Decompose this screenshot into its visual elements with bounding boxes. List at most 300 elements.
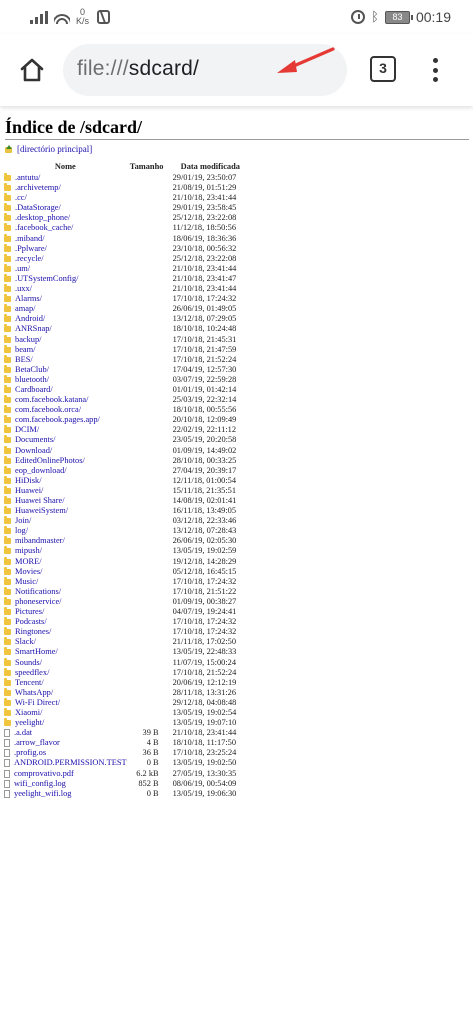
entry-name: Join/ — [15, 516, 32, 526]
entry-size — [127, 526, 167, 536]
url-text[interactable] — [77, 57, 199, 81]
entry-name: HiDisk/ — [15, 475, 42, 485]
folder-icon — [4, 195, 11, 201]
folder-link[interactable] — [4, 425, 127, 435]
folder-link[interactable] — [4, 496, 127, 506]
folder-icon — [4, 205, 11, 211]
folder-link[interactable] — [4, 415, 127, 425]
folder-icon — [4, 357, 11, 363]
folder-link[interactable] — [4, 597, 127, 607]
entry-size — [127, 324, 167, 334]
folder-icon — [4, 175, 11, 181]
entry-size — [127, 546, 167, 556]
entry-name: yeelight_wifi.log — [14, 788, 72, 798]
entry-modified: 03/12/18, 22:33:46 — [172, 516, 237, 526]
entry-modified: 21/10/18, 23:41:44 — [172, 728, 237, 738]
table-row — [4, 627, 254, 637]
entry-name: com.facebook.pages.app/ — [15, 415, 100, 425]
signal-icon — [30, 10, 48, 24]
bluetooth-icon: ᛒ — [371, 9, 379, 25]
entry-modified: 08/06/19, 00:54:09 — [172, 778, 237, 788]
table-row — [4, 345, 254, 355]
entry-modified: 29/01/19, 23:50:07 — [172, 173, 237, 182]
folder-link[interactable] — [4, 688, 127, 698]
entry-size — [127, 597, 167, 607]
table-row — [4, 496, 254, 506]
folder-icon — [4, 468, 11, 474]
table-row — [4, 294, 254, 304]
entry-name: .Pplware/ — [15, 243, 47, 253]
entry-name: comprovativo.pdf — [14, 768, 74, 778]
address-bar[interactable] — [63, 44, 347, 96]
folder-icon — [4, 256, 11, 262]
entry-modified: 05/12/18, 16:45:15 — [172, 566, 237, 576]
entry-name: .cc/ — [15, 193, 27, 203]
folder-link[interactable] — [4, 324, 127, 334]
table-row — [4, 223, 254, 233]
folder-icon — [4, 215, 11, 221]
table-row — [4, 758, 254, 768]
entry-modified: 18/10/18, 11:17:50 — [172, 738, 237, 748]
entry-size — [127, 375, 167, 385]
entry-size: 0 B — [146, 758, 159, 768]
folder-icon — [4, 518, 11, 524]
entry-name: .facebook_cache/ — [15, 223, 74, 233]
entry-size — [127, 698, 167, 708]
folder-link[interactable] — [4, 617, 127, 627]
entry-modified: 29/01/19, 23:58:45 — [172, 203, 237, 213]
tabs-button[interactable] — [370, 56, 396, 82]
entry-name: .recycle/ — [15, 253, 44, 263]
file-link[interactable] — [4, 769, 127, 779]
table-row — [4, 546, 254, 556]
table-row — [4, 244, 254, 254]
entry-size — [127, 456, 167, 466]
table-row — [4, 173, 254, 183]
folder-icon — [4, 528, 11, 534]
entry-size — [127, 244, 167, 254]
file-listing-body — [4, 173, 254, 799]
entry-name: .a.dat — [14, 728, 33, 738]
table-row — [4, 415, 254, 425]
entry-name: com.facebook.katana/ — [15, 395, 89, 405]
entry-size — [127, 405, 167, 415]
folder-link[interactable] — [4, 546, 127, 556]
file-icon — [4, 790, 10, 798]
entry-size — [127, 385, 167, 395]
entry-name: .uxx/ — [15, 284, 32, 294]
folder-icon — [4, 448, 11, 454]
entry-size — [127, 587, 167, 597]
folder-link[interactable] — [4, 355, 127, 365]
entry-size — [127, 466, 167, 476]
entry-modified: 22/02/19, 22:11:12 — [172, 425, 237, 435]
folder-link[interactable] — [4, 627, 127, 637]
table-row — [4, 254, 254, 264]
table-row — [4, 466, 254, 476]
table-row — [4, 425, 254, 435]
table-row — [4, 738, 254, 748]
folder-link[interactable] — [4, 264, 127, 274]
folder-link[interactable] — [4, 284, 127, 294]
entry-name: bluetooth/ — [15, 374, 49, 384]
folder-link[interactable] — [4, 647, 127, 657]
table-row — [4, 708, 254, 718]
folder-icon — [4, 407, 11, 413]
entry-size — [127, 415, 167, 425]
table-row — [4, 658, 254, 668]
entry-modified: 13/12/18, 07:28:43 — [172, 526, 237, 536]
file-icon — [4, 729, 10, 737]
folder-link[interactable] — [4, 223, 127, 233]
entry-name: BES/ — [15, 354, 33, 364]
folder-icon — [4, 326, 11, 332]
folder-link[interactable] — [4, 456, 127, 466]
folder-link[interactable] — [4, 577, 127, 587]
entry-modified: 28/11/18, 13:31:26 — [172, 687, 237, 697]
folder-link[interactable] — [4, 678, 127, 688]
entry-name: Huawei/ — [15, 485, 44, 495]
entry-size — [127, 264, 167, 274]
entry-modified: 01/09/19, 00:38:27 — [172, 596, 237, 606]
entry-name: beam/ — [15, 344, 36, 354]
entry-name: speedflex/ — [15, 667, 50, 677]
entry-size — [127, 425, 167, 435]
home-icon — [19, 57, 45, 83]
entry-size — [127, 446, 167, 456]
entry-size — [127, 183, 167, 193]
file-icon — [4, 780, 10, 788]
entry-name: EditedOnlinePhotos/ — [15, 455, 85, 465]
folder-icon — [4, 185, 11, 191]
table-row — [4, 365, 254, 375]
browser-toolbar — [0, 34, 473, 106]
table-row — [4, 304, 254, 314]
entry-name: DCIM/ — [15, 425, 40, 435]
network-speed — [76, 8, 89, 26]
folder-link[interactable] — [4, 335, 127, 345]
table-row — [4, 193, 254, 203]
entry-size: 852 B — [138, 778, 159, 788]
home-button[interactable] — [14, 52, 50, 88]
entry-size — [127, 486, 167, 496]
entry-name: log/ — [15, 526, 29, 536]
entry-name: .profig.os — [14, 748, 47, 758]
entry-size — [127, 223, 167, 233]
title-divider — [5, 139, 469, 140]
table-row — [4, 637, 254, 647]
entry-modified: 26/06/19, 01:49:05 — [172, 304, 237, 314]
entry-size — [127, 627, 167, 637]
file-link[interactable] — [4, 779, 127, 789]
folder-link[interactable] — [4, 476, 127, 486]
entry-size — [127, 284, 167, 294]
wifi-icon — [54, 11, 70, 24]
entry-size — [127, 536, 167, 546]
entry-size: 6.2 kB — [136, 768, 159, 778]
folder-link[interactable] — [4, 213, 127, 223]
folder-icon — [4, 367, 11, 373]
folder-icon — [4, 377, 11, 383]
table-row — [4, 314, 254, 324]
entry-name: amap/ — [15, 304, 36, 314]
folder-link[interactable] — [4, 567, 127, 577]
folder-link[interactable] — [4, 314, 127, 324]
entry-size — [127, 647, 167, 657]
folder-link[interactable] — [4, 274, 127, 284]
folder-icon — [4, 458, 11, 464]
entry-size — [127, 335, 167, 345]
battery-icon: 83 — [385, 11, 410, 24]
table-row — [4, 769, 254, 779]
entry-modified: 18/10/18, 00:55:56 — [172, 405, 237, 415]
folder-link[interactable] — [4, 557, 127, 567]
folder-link[interactable] — [4, 718, 127, 728]
folder-icon — [4, 246, 11, 252]
header-modified[interactable]: Data modificada — [180, 162, 240, 172]
folder-link[interactable] — [4, 234, 127, 244]
file-link[interactable] — [4, 758, 127, 768]
table-row — [4, 728, 254, 738]
entry-name: .DataStorage/ — [15, 203, 61, 213]
file-link[interactable] — [4, 789, 127, 799]
table-row — [4, 587, 254, 597]
table-row — [4, 213, 254, 223]
folder-link[interactable] — [4, 365, 127, 375]
table-row — [4, 748, 254, 758]
file-link[interactable] — [4, 728, 127, 738]
entry-name: Wi-Fi Direct/ — [15, 697, 61, 707]
entry-name: Alarms/ — [15, 294, 42, 304]
file-listing-table — [4, 162, 254, 799]
entry-modified: 14/08/19, 02:01:41 — [172, 496, 237, 505]
entry-modified: 04/07/19, 19:24:41 — [172, 607, 237, 617]
folder-icon — [4, 225, 11, 231]
folder-icon — [4, 579, 11, 585]
folder-link[interactable] — [4, 446, 127, 456]
entry-modified: 21/10/18, 23:41:47 — [172, 273, 237, 283]
folder-link[interactable] — [4, 173, 127, 183]
folder-link[interactable] — [4, 385, 127, 395]
entry-name: Download/ — [15, 445, 53, 455]
file-icon — [4, 739, 10, 747]
entry-name: phoneservice/ — [15, 596, 62, 606]
table-row — [4, 688, 254, 698]
entry-name: WhatsApp/ — [15, 687, 54, 697]
folder-icon — [4, 700, 11, 706]
folder-link[interactable] — [4, 466, 127, 476]
url-path: sdcard/ — [128, 57, 200, 80]
entry-size — [127, 355, 167, 365]
alarm-icon — [351, 10, 365, 24]
entry-name: .archivetemp/ — [15, 183, 61, 193]
status-left — [30, 8, 110, 26]
folder-link[interactable] — [4, 516, 127, 526]
folder-link[interactable] — [4, 587, 127, 597]
folder-icon — [4, 599, 11, 605]
entry-name: Huawei Share/ — [15, 496, 65, 505]
table-row — [4, 789, 254, 799]
entry-modified: 18/10/18, 10:24:48 — [172, 324, 237, 334]
folder-link[interactable] — [4, 183, 127, 193]
file-link[interactable] — [4, 748, 127, 758]
entry-name: eop_download/ — [15, 465, 67, 475]
entry-name: ANDROID.PERMISSION.TEST — [14, 758, 127, 768]
table-row — [4, 324, 254, 334]
folder-link[interactable] — [4, 203, 127, 213]
folder-link[interactable] — [4, 435, 127, 445]
entry-size — [127, 274, 167, 284]
folder-link[interactable] — [4, 405, 127, 415]
table-row — [4, 516, 254, 526]
entry-size — [127, 708, 167, 718]
table-row — [4, 203, 254, 213]
overflow-menu-icon[interactable] — [428, 54, 442, 86]
folder-link[interactable] — [4, 526, 127, 536]
folder-icon — [4, 397, 11, 403]
folder-icon — [4, 629, 11, 635]
folder-icon — [4, 387, 11, 393]
folder-link[interactable] — [4, 254, 127, 264]
table-row — [4, 567, 254, 577]
folder-icon — [4, 266, 11, 272]
table-row — [4, 395, 254, 405]
entry-size — [127, 718, 167, 728]
folder-icon — [4, 670, 11, 676]
folder-link[interactable] — [4, 506, 127, 516]
folder-icon — [4, 306, 11, 312]
folder-icon — [4, 417, 11, 423]
folder-link[interactable] — [4, 708, 127, 718]
folder-link[interactable] — [4, 294, 127, 304]
table-row — [4, 476, 254, 486]
folder-link[interactable] — [4, 668, 127, 678]
folder-icon — [4, 316, 11, 322]
folder-link[interactable] — [4, 637, 127, 647]
entry-modified: 03/07/19, 22:59:28 — [172, 374, 237, 384]
folder-link[interactable] — [4, 244, 127, 254]
entry-size — [127, 506, 167, 516]
entry-name: .um/ — [15, 263, 31, 273]
entry-modified: 20/10/18, 12:09:49 — [172, 415, 237, 425]
table-row — [4, 486, 254, 496]
table-row — [4, 456, 254, 466]
entry-modified: 17/10/18, 17:24:32 — [172, 627, 237, 637]
entry-modified: 21/10/18, 23:41:44 — [172, 193, 237, 203]
header-size[interactable]: Tamanho — [129, 162, 164, 172]
table-row — [4, 779, 254, 789]
folder-link[interactable] — [4, 698, 127, 708]
folder-icon — [4, 609, 11, 615]
entry-size — [127, 203, 167, 213]
entry-name: wifi_config.log — [14, 778, 66, 788]
folder-link[interactable] — [4, 658, 127, 668]
entry-size — [127, 435, 167, 445]
entry-name: Podcasts/ — [15, 617, 47, 627]
folder-link[interactable] — [4, 536, 127, 546]
folder-link[interactable] — [4, 375, 127, 385]
network-speed-value: 0 — [80, 7, 86, 17]
entry-modified: 12/11/18, 01:00:54 — [172, 475, 237, 485]
entry-name: Notifications/ — [15, 586, 62, 596]
nfc-icon — [97, 10, 110, 24]
entry-name: Xiaomi/ — [15, 707, 43, 717]
folder-icon — [4, 710, 11, 716]
folder-icon — [4, 498, 11, 504]
folder-icon — [4, 437, 11, 443]
entry-modified: 13/05/19, 22:48:33 — [172, 647, 237, 657]
folder-icon — [4, 639, 11, 645]
file-icon — [4, 770, 10, 778]
entry-name: HuaweiSystem/ — [15, 506, 69, 516]
status-right — [351, 8, 451, 26]
entry-name: .miband/ — [15, 233, 45, 243]
entry-modified: 11/12/18, 18:50:56 — [172, 223, 237, 233]
entry-modified: 19/12/18, 14:28:29 — [172, 556, 237, 566]
entry-modified: 17/10/18, 21:52:24 — [172, 667, 237, 677]
entry-modified: 25/12/18, 23:22:08 — [172, 213, 237, 223]
red-arrow-annotation — [273, 46, 337, 76]
entry-name: Android/ — [15, 314, 46, 324]
folder-link[interactable] — [4, 345, 127, 355]
table-row — [4, 678, 254, 688]
table-row — [4, 577, 254, 587]
entry-modified: 13/05/19, 19:07:10 — [172, 718, 237, 728]
entry-modified: 17/10/18, 23:25:24 — [172, 748, 237, 758]
file-icon — [4, 749, 10, 757]
entry-modified: 13/05/19, 19:02:50 — [172, 758, 237, 768]
entry-modified: 17/10/18, 17:24:32 — [172, 576, 237, 586]
status-time: 00:19 — [415, 9, 451, 25]
entry-name: Music/ — [15, 576, 39, 586]
entry-size — [127, 637, 167, 647]
folder-icon — [4, 720, 11, 726]
table-row — [4, 557, 254, 567]
entry-size — [127, 294, 167, 304]
header-name[interactable]: Nome — [54, 162, 76, 172]
folder-icon — [4, 478, 11, 484]
entry-size — [127, 476, 167, 486]
entry-modified: 23/10/18, 00:56:32 — [172, 243, 237, 253]
table-row — [4, 385, 254, 395]
folder-link[interactable] — [4, 193, 127, 203]
entry-modified: 11/07/19, 15:00:24 — [172, 657, 237, 667]
file-link[interactable] — [4, 738, 127, 748]
page-title: Índice de /sdcard/ — [5, 117, 143, 137]
folder-link[interactable] — [4, 395, 127, 405]
entry-name: SmartHome/ — [15, 647, 58, 657]
entry-name: MORE/ — [15, 556, 42, 566]
entry-size — [127, 234, 167, 244]
table-row — [4, 506, 254, 516]
folder-icon — [4, 559, 11, 565]
folder-icon — [4, 619, 11, 625]
entry-modified: 17/10/18, 17:24:32 — [172, 617, 237, 627]
folder-link[interactable] — [4, 607, 127, 617]
entry-modified: 17/10/18, 21:51:22 — [172, 586, 237, 596]
entry-name: Documents/ — [15, 435, 56, 445]
entry-modified: 23/05/19, 20:20:58 — [172, 435, 237, 445]
folder-link[interactable] — [4, 486, 127, 496]
folder-link[interactable] — [4, 304, 127, 314]
entry-size — [127, 193, 167, 203]
entry-size: 39 B — [142, 728, 159, 738]
table-row — [4, 183, 254, 193]
entry-size — [127, 607, 167, 617]
folder-icon — [4, 589, 11, 595]
entry-modified: 01/01/19, 01:42:14 — [172, 384, 237, 394]
parent-directory-link[interactable] — [5, 144, 92, 154]
